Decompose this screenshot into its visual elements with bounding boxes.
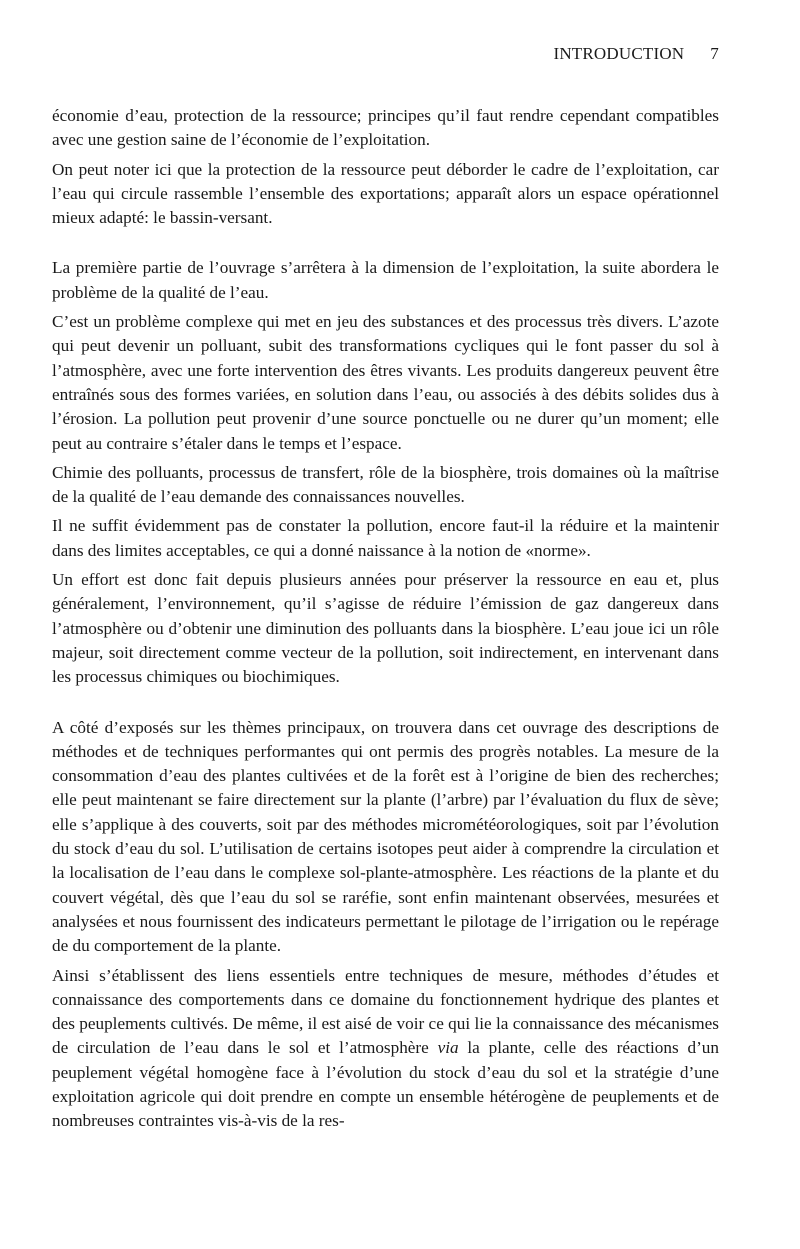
- paragraph: [52, 964, 719, 1134]
- paragraph: Il ne suffit évidemment pas de constater la pollution, encore faut-il la réduire et la maintenir dans des limites acceptables, ce qui a donné naissance à la notion de «norme».: [52, 516, 719, 560]
- page-number: 7: [710, 44, 719, 63]
- chapter-title: INTRODUCTION: [553, 44, 685, 63]
- paragraph: A côté d’exposés sur les thèmes principaux, on trouvera dans cet ouvrage des descriptions de méthodes et de techniques performantes qui ont permis des progrès notables. La mesure de la consommation d’eau des plantes cultivées et de la forêt est à l’origine de bien des recherches; elle peut maintenant se faire directement sur la plante (l’arbre) par l’évaluation du flux de sève; elle s’applique à des couverts, soit par des méthodes micrométéorologiques, soit par l’évolution du stock d’eau du sol. L’utilisation de certains isotopes peut aider à comprendre la circulation et la localisation de l’eau dans le complexe sol-plante-atmosphère. Les réactions de la plante et du couvert végétal, dès que l’eau du sol se raréfie, sont enfin maintenant observées, mesurées et analysées et nous fournissent des indicateurs permettant le pilotage de l’irrigation ou le repérage de du comportement de la plante.: [52, 717, 719, 956]
- running-header: [52, 44, 719, 74]
- paragraph: C’est un problème complexe qui met en jeu des substances et des processus très divers. L’azote qui peut devenir un polluant, subit des transformations cycliques qui le font passer du sol à l’atmosphère, avec une forte intervention des êtres vivants. Les produits dangereux peuvent être entraînés sous des formes variées, en solution dans l’eau, ou associés à des débits solides dus à l’érosion. La pollution peut provenir d’une source ponctuelle ou ne durer qu’un moment; elle peut au contraire s’étaler dans le temps et l’espace.: [52, 312, 719, 453]
- paragraph: économie d’eau, protection de la ressource; principes qu’il faut rendre cependant compatibles avec une gestion saine de l’économie de l’exploitation.: [52, 106, 719, 150]
- paragraph: Un effort est donc fait depuis plusieurs années pour préserver la ressource en eau et, plus généralement, l’environnement, qu’il s’agisse de réduire l’émission de gaz dangereux dans l’atmosphère ou d’obtenir une diminution des polluants dans la biosphère. L’eau joue ici un rôle majeur, soit directement comme vecteur de la pollution, soit indirectement, en intervenant dans les processus chimiques ou biochimiques.: [52, 570, 719, 687]
- body-text: [52, 104, 719, 1134]
- book-page: [52, 44, 719, 1139]
- paragraph-text: la plante, celle des réactions d’un peuplement végétal homogène face à l’évolution du stock d’eau du sol et la stratégie d’une exploitation agricole qui doit prendre en compte un ensemble hétérogène de peuplements et de nombreuses contraintes vis-à-vis de la res-: [52, 1038, 719, 1131]
- paragraph-text: Ainsi s’établissent des liens essentiels entre techniques de mesure, méthodes d’études et connaissance des comportements dans ce domaine du fonctionnement hydrique des plantes et des peuplements cultivés. De même, il est aisé de voir ce qui lie la connaissance des mécanismes de circulation de l’eau dans le sol et l’atmosphère: [52, 965, 719, 1058]
- italic-term: via: [437, 1038, 459, 1058]
- paragraph: On peut noter ici que la protection de la ressource peut déborder le cadre de l’exploitation, car l’eau qui circule rassemble l’ensemble des exportations; apparaît alors un espace opérationnel mieux adapté: le bassin-versant.: [52, 159, 719, 228]
- paragraph: La première partie de l’ouvrage s’arrêtera à la dimension de l’exploitation, la suite abordera le problème de la qualité de l’eau.: [52, 258, 719, 302]
- paragraph: Chimie des polluants, processus de transfert, rôle de la biosphère, trois domaines où la maîtrise de la qualité de l’eau demande des connaissances nouvelles.: [52, 462, 719, 507]
